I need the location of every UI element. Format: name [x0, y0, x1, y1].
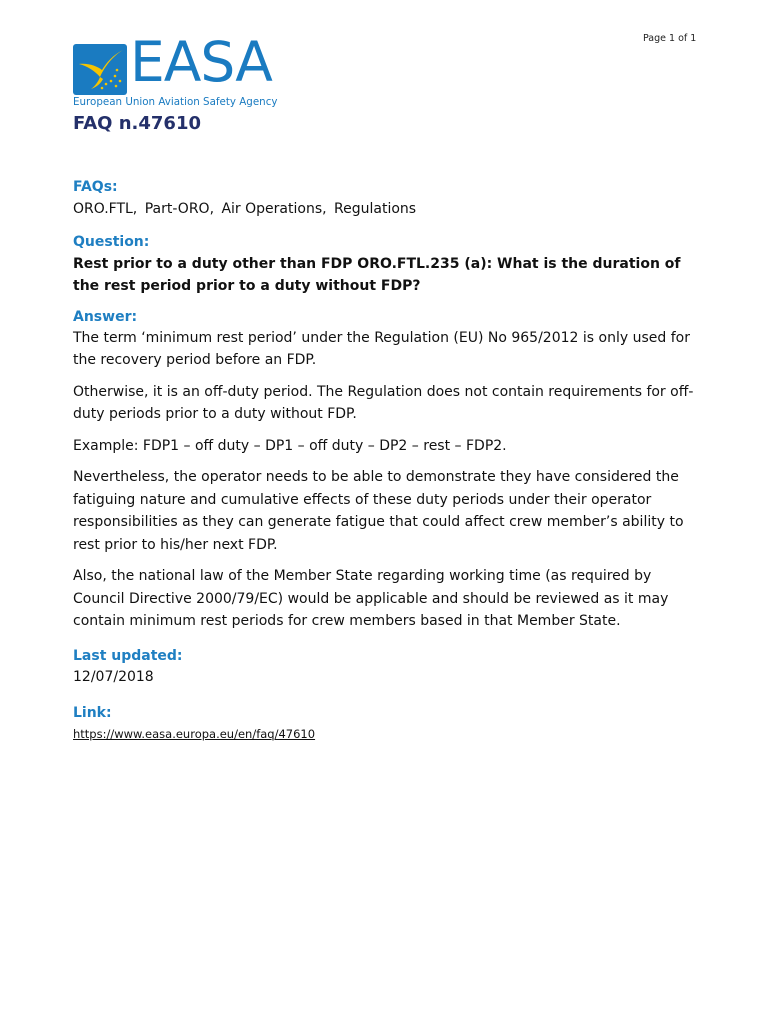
answer-heading: Answer:	[73, 308, 138, 325]
logo-tagline: European Union Aviation Safety Agency	[73, 96, 278, 108]
last-updated-heading: Last updated:	[73, 647, 183, 664]
answer-paragraph: Example: FDP1 – off duty – DP1 – off duty – DP2 – rest – FDP2.	[73, 437, 507, 454]
answer-section	[73, 307, 698, 633]
faq-tag: Part-ORO,	[144, 201, 215, 217]
page-number: Page 1 of 1	[643, 33, 697, 44]
faqs-section	[73, 177, 698, 221]
answer-paragraph: Also, the national law of the Member State regarding working time (as required by Council Directive 2000/79/EC) would be applicable and should be reviewed as it may contain minimum rest periods for crew members based in that Member State.	[73, 568, 669, 629]
logo-wordmark: EASA	[130, 30, 272, 94]
faq-tags	[73, 198, 698, 221]
faq-tag: ORO.FTL,	[73, 201, 138, 217]
last-updated-value: 12/07/2018	[73, 668, 154, 685]
question-text: Rest prior to a duty other than FDP ORO.FTL.235 (a): What is the duration of the rest period prior to a duty without FDP?	[73, 255, 681, 294]
answer-paragraph: Nevertheless, the operator needs to be able to demonstrate they have considered the fatiguing nature and cumulative effects of these duty periods under their operator responsibilities as they can generate fatigue that could affect crew member’s ability to rest prior to his/her next FDP.	[73, 469, 684, 553]
last-updated-section	[73, 646, 698, 689]
easa-bird-icon	[73, 44, 127, 95]
faq-tag: Regulations	[334, 201, 417, 217]
answer-paragraph: The term ‘minimum rest period’ under the Regulation (EU) No 965/2012 is only used for the recovery period before an FDP.	[73, 329, 690, 368]
question-heading: Question:	[73, 233, 150, 250]
faqs-heading: FAQs:	[73, 179, 118, 195]
link-heading: Link:	[73, 705, 112, 721]
answer-paragraph: Otherwise, it is an off-duty period. The Regulation does not contain requirements for off-duty periods prior to a duty without FDP.	[73, 383, 694, 422]
question-section	[73, 232, 698, 298]
faq-title: FAQ n.47610	[73, 113, 202, 134]
easa-logo	[73, 30, 283, 112]
link-section	[73, 703, 698, 743]
faq-link[interactable]: https://www.easa.europa.eu/en/faq/47610	[73, 727, 316, 741]
faq-tag: Air Operations,	[221, 201, 327, 217]
faq-content	[73, 112, 698, 743]
